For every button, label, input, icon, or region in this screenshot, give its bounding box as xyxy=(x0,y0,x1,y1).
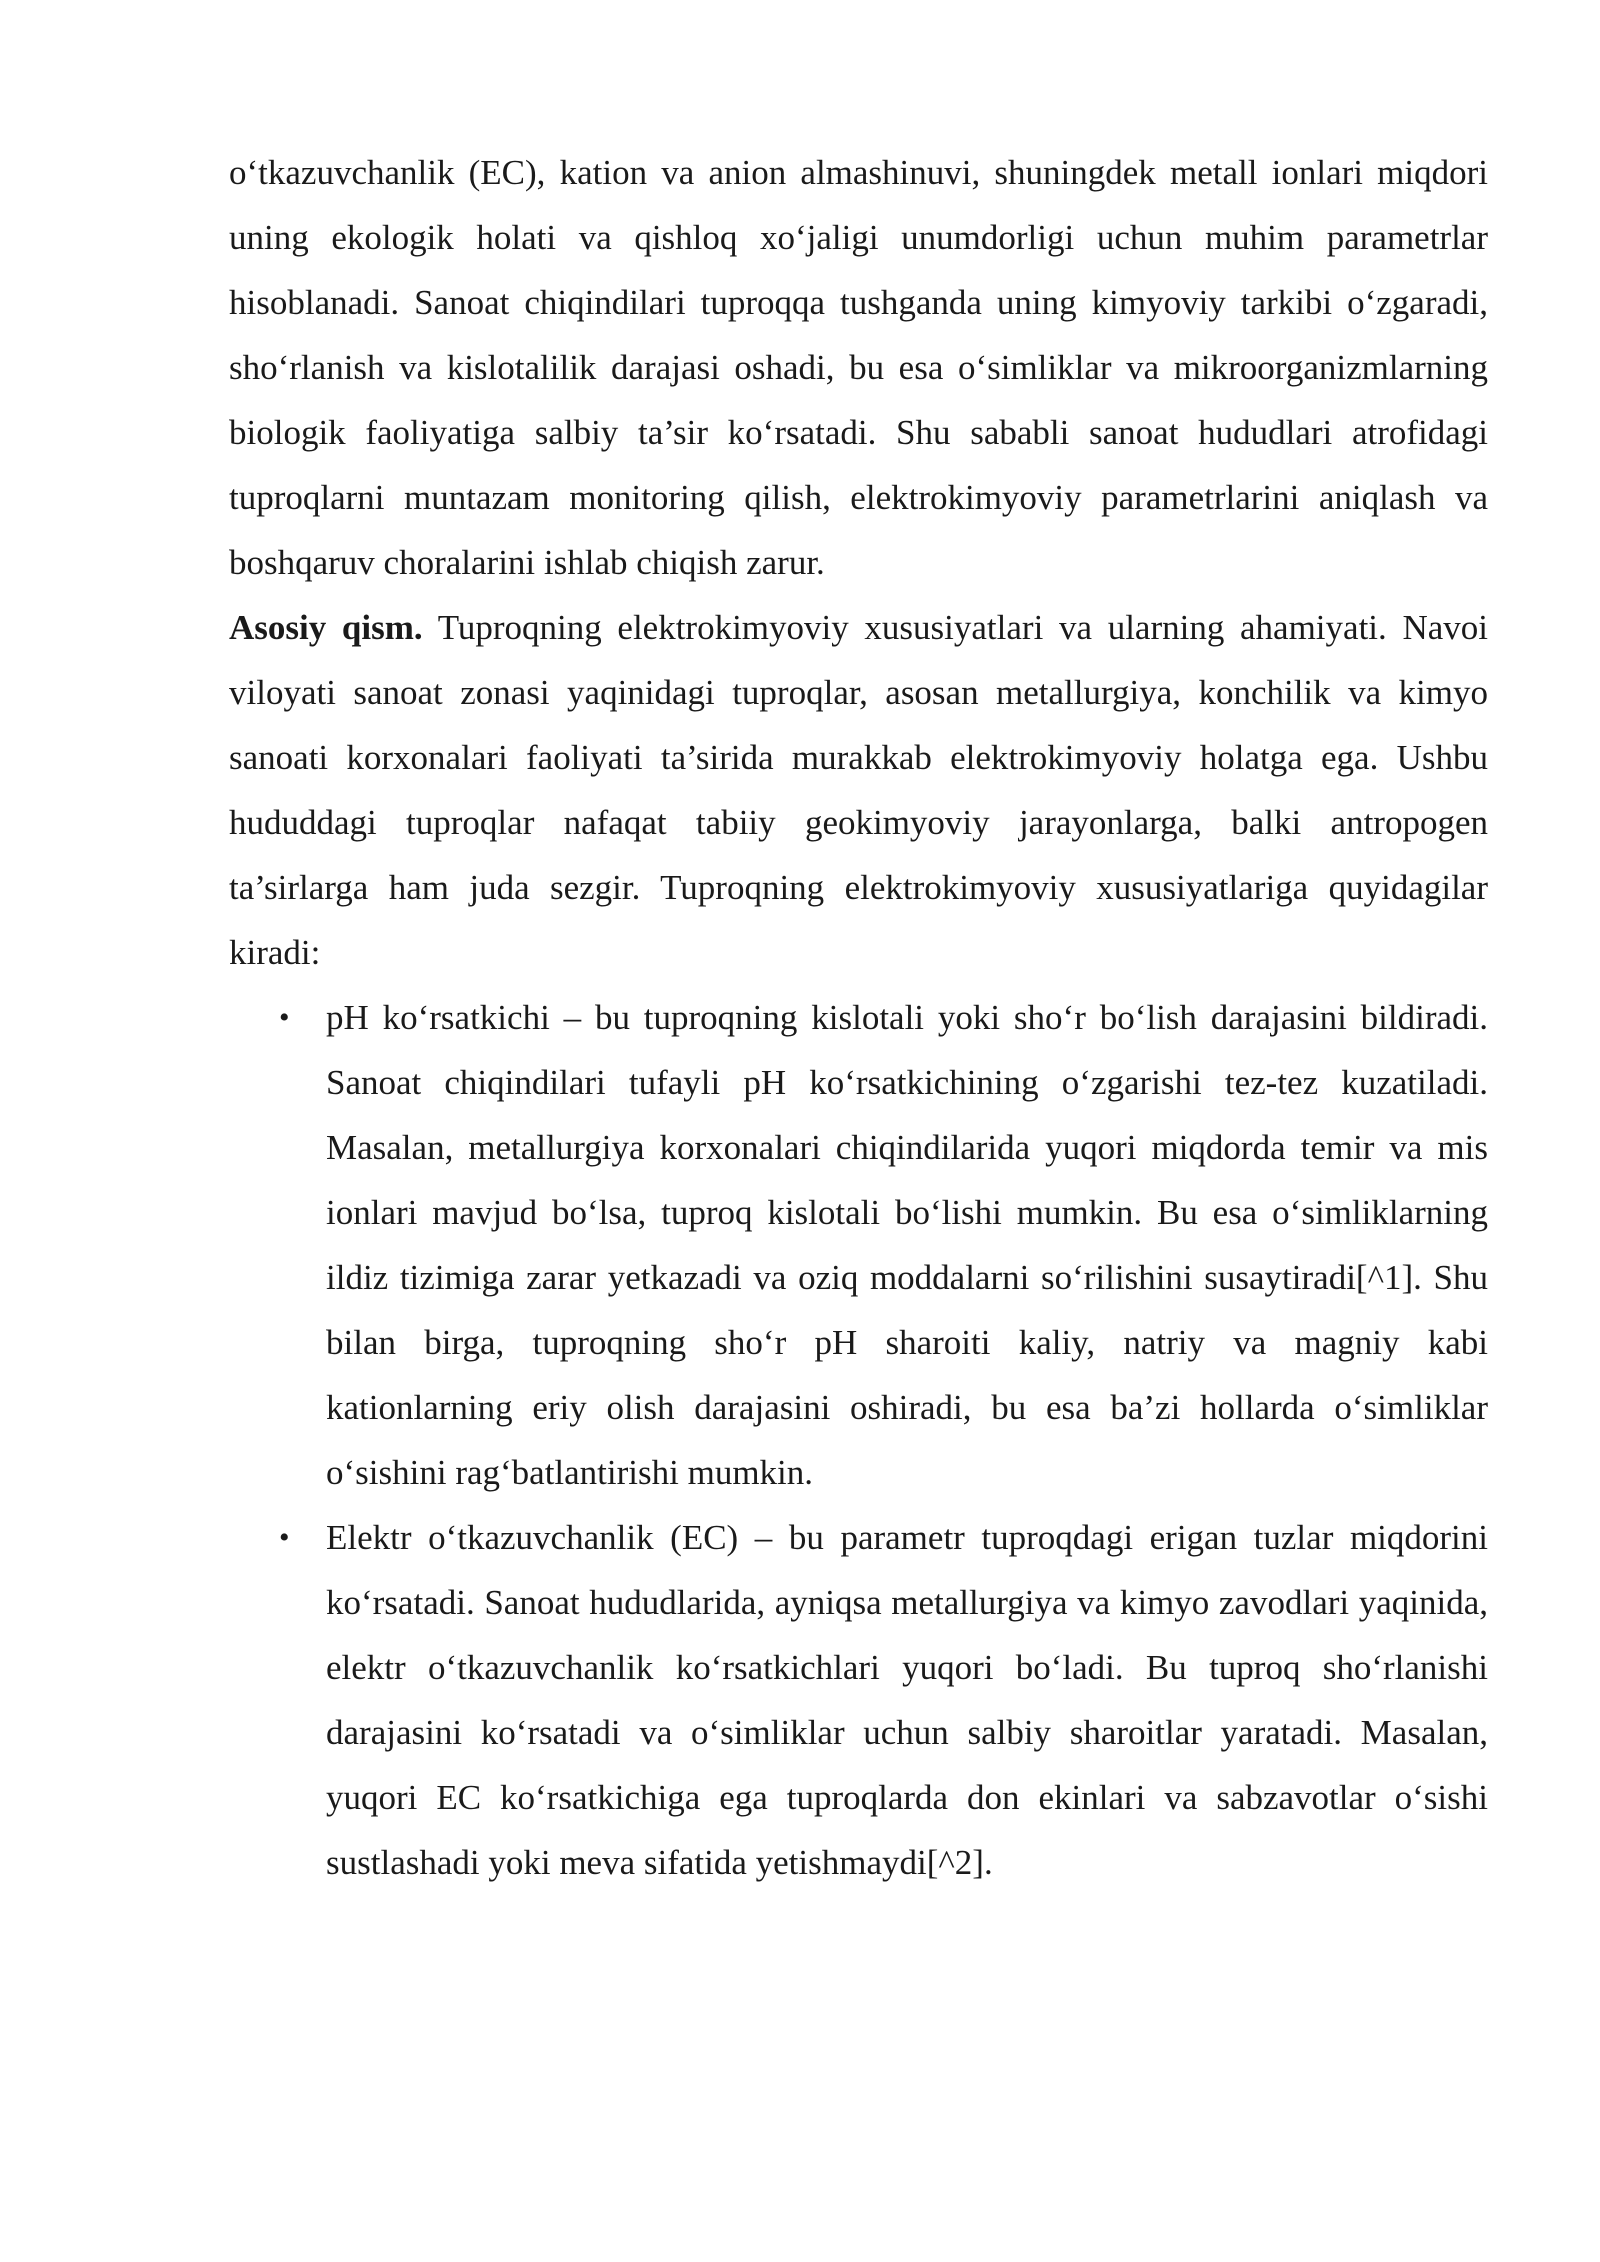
bullet-icon: • xyxy=(279,1521,290,1554)
list-item-text: Elektr o‘tkazuvchanlik (EC) – bu parametr tuproqdagi erigan tuzlar miqdorini ko‘rsatadi. Sanoat hududlarida, ayniqsa metallurgiya va kimyo zavodlari yaqinida, elektr o‘tkazuvchanlik ko‘rsatkichlari yuqori bo‘ladi. Bu tuproq sho‘rlanishi darajasini ko‘rsatadi va o‘simliklar uchun salbiy sharoitlar yaratadi. Masalan, yuqori EC ko‘rsatkichiga ega tuproqlarda don ekinlari va sabzavotlar o‘sishi sustlashadi yoki meva sifatida yetishmaydi[^2]. xyxy=(326,1518,1488,1882)
main-section-paragraph xyxy=(229,595,1488,985)
list-item-ph xyxy=(229,985,1488,1505)
intro-paragraph: o‘tkazuvchanlik (EC), kation va anion almashinuvi, shuningdek metall ionlari miqdori uning ekologik holati va qishloq xo‘jaligi unumdorligi uchun muhim parametrlar hisoblanadi. Sanoat chiqindilari tuproqqa tushganda uning kimyoviy tarkibi o‘zgaradi, sho‘rlanish va kislotalilik darajasi oshadi, bu esa o‘simliklar va mikroorganizmlarning biologik faoliyatiga salbiy ta’sir ko‘rsatadi. Shu sababli sanoat hududlari atrofidagi tuproqlarni muntazam monitoring qilish, elektrokimyoviy parametrlarini aniqlash va boshqaruv choralarini ishlab chiqish zarur. xyxy=(229,153,1488,582)
list-item-ec xyxy=(229,1505,1488,1895)
section-heading: Asosiy qism. xyxy=(229,608,423,647)
list-item-text: pH ko‘rsatkichi – bu tuproqning kislotali yoki sho‘r bo‘lish darajasini bildiradi. Sanoat chiqindilari tufayli pH ko‘rsatkichining o‘zgarishi tez-tez kuzatiladi. Masalan, metallurgiya korxonalari chiqindilarida yuqori miqdorda temir va mis ionlari mavjud bo‘lsa, tuproq kislotali bo‘lishi mumkin. Bu esa o‘simliklarning ildiz tizimiga zarar yetkazadi va oziq moddalarni so‘rilishini susaytiradi[^1]. Shu bilan birga, tuproqning sho‘r pH sharoiti kaliy, natriy va magniy kabi kationlarning eriy olish darajasini oshiradi, bu esa ba’zi hollarda o‘simliklar o‘sishini rag‘batlantirishi mumkin. xyxy=(326,998,1488,1492)
property-list xyxy=(229,985,1488,1895)
document-page xyxy=(229,140,1488,1895)
section-body-text: Tuproqning elektrokimyoviy xususiyatlari va ularning ahamiyati. Navoi viloyati sanoat zonasi yaqinidagi tuproqlar, asosan metallurgiya, konchilik va kimyo sanoati korxonalari faoliyati ta’sirida murakkab elektrokimyoviy holatga ega. Ushbu hududdagi tuproqlar nafaqat tabiiy geokimyoviy jarayonlarga, balki antropogen ta’sirlarga ham juda sezgir. Tuproqning elektrokimyoviy xususiyatlariga quyidagilar kiradi: xyxy=(229,608,1488,972)
bullet-icon: • xyxy=(279,1001,290,1034)
